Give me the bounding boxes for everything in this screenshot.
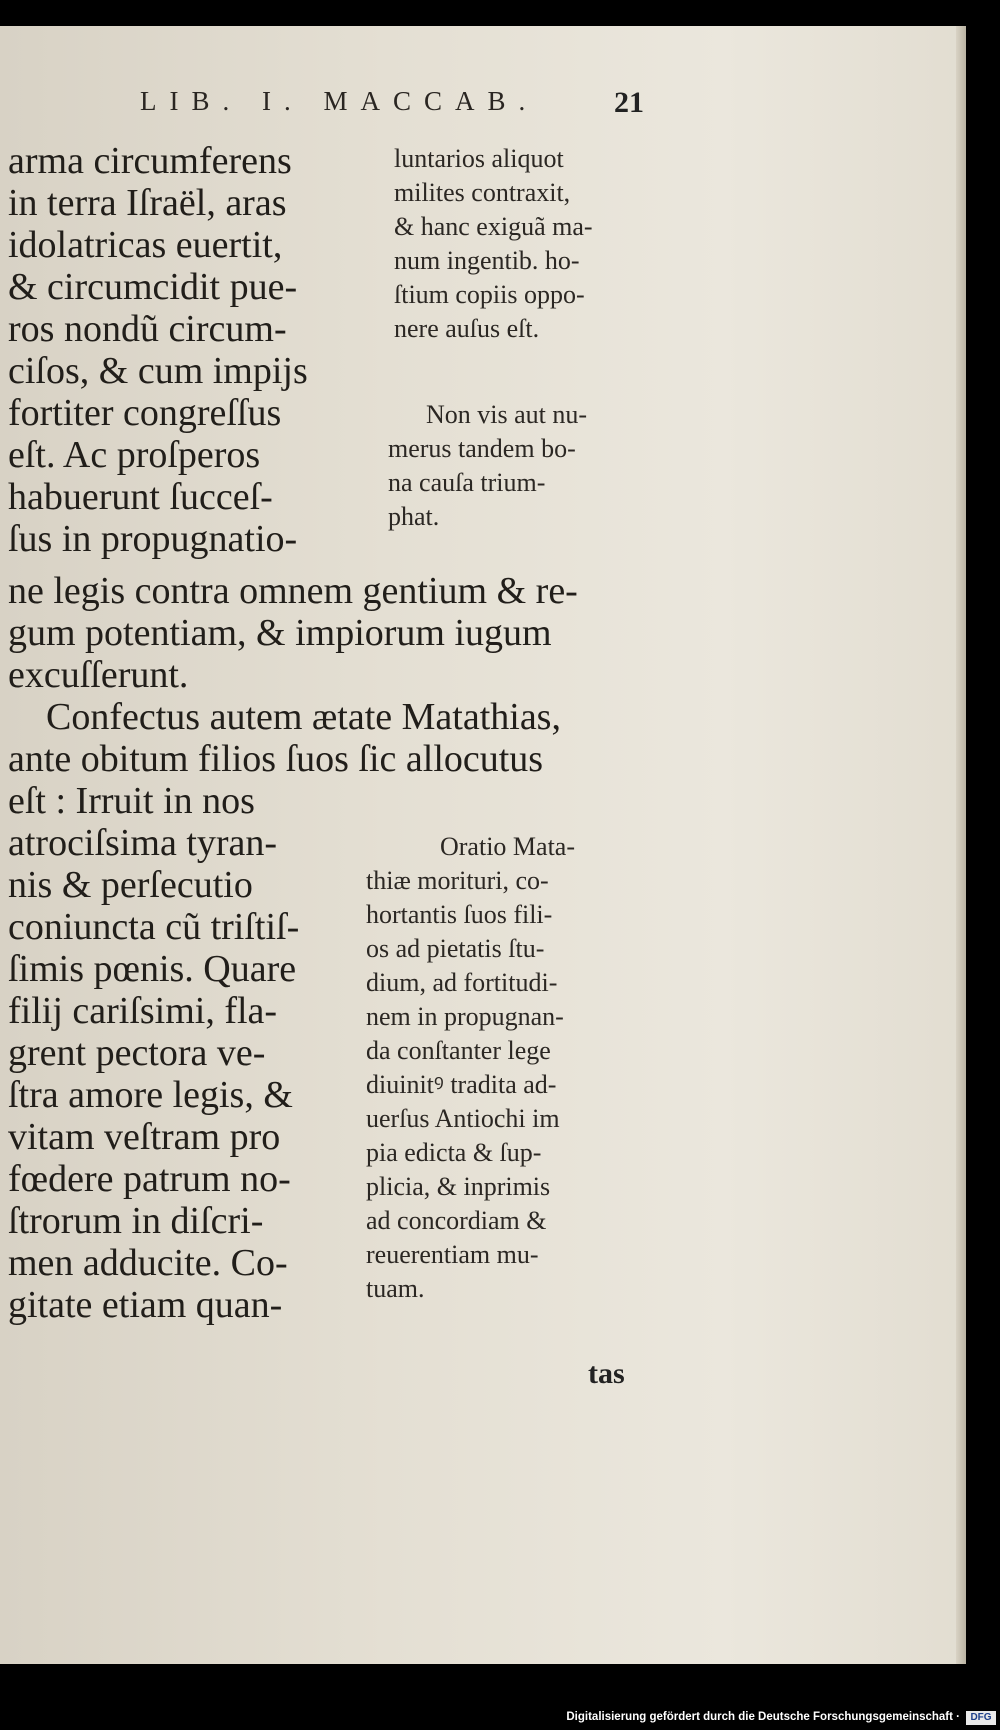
text-line: eſt : Irruit in nos xyxy=(8,780,255,822)
page-edge xyxy=(956,26,966,1664)
text-line: Confectus autem ætate Matathias, xyxy=(46,696,561,738)
marginal-line: luntarios aliquot xyxy=(394,144,564,173)
marginal-line: os ad pietatis ſtu- xyxy=(366,934,545,963)
text-line: excuſſerunt. xyxy=(8,654,189,696)
text-line: ſimis pœnis. Quare xyxy=(8,948,297,990)
running-title: LIB. I. MACCAB. xyxy=(140,86,539,116)
marginal-line: na cauſa trium- xyxy=(388,468,546,497)
text-line: nis & perſecutio xyxy=(8,864,253,906)
dfg-logo: DFG xyxy=(966,1711,996,1725)
text-line: habuerunt ſucceſ- xyxy=(8,476,273,518)
text-line: ſus in propugnatio- xyxy=(8,518,298,560)
marginal-line: merus tandem bo- xyxy=(388,434,576,463)
text-line: vitam veſtram pro xyxy=(8,1116,281,1158)
text-line: coniuncta cũ triſtiſ- xyxy=(8,906,300,948)
marginal-line: nere auſus eſt. xyxy=(394,314,540,343)
catchword: tas xyxy=(588,1357,625,1390)
text-line: ſtrorum in diſcri- xyxy=(8,1200,264,1242)
text-line: ne legis contra omnem gentium & re- xyxy=(8,570,578,612)
text-line: & circumcidit pue- xyxy=(8,266,298,308)
marginal-line: dium, ad fortitudi- xyxy=(366,968,558,997)
text-line: fortiter congreſſus xyxy=(8,392,282,434)
text-line: ſtra amore legis, & xyxy=(8,1074,293,1116)
text-line: atrociſsima tyran- xyxy=(8,822,278,864)
marginal-line: thiæ morituri, co- xyxy=(366,866,549,895)
marginal-line: num ingentib. ho- xyxy=(394,246,580,275)
marginal-line: uerſus Antiochi im xyxy=(366,1104,560,1133)
text-line: grent pectora ve- xyxy=(8,1032,266,1074)
text-line: filij cariſsimi, fla- xyxy=(8,990,278,1032)
marginal-line: tuam. xyxy=(366,1274,425,1303)
marginal-line: phat. xyxy=(388,502,440,531)
text-line: gitate etiam quan- xyxy=(8,1284,283,1326)
marginal-line: Oratio Mata- xyxy=(440,832,576,861)
text-line: eſt. Ac proſperos xyxy=(8,434,261,476)
marginal-line: hortantis ſuos fili- xyxy=(366,900,553,929)
funding-credit: Digitalisierung gefördert durch die Deutsche Forschungsgemeinschaft · xyxy=(566,1711,960,1723)
marginal-line: da conſtanter lege xyxy=(366,1036,551,1065)
text-line: ante obitum filios ſuos ſic allocutus xyxy=(8,738,544,780)
marginal-line: pia edicta & ſup- xyxy=(366,1138,542,1167)
text-line: ciſos, & cum impijs xyxy=(8,350,308,392)
marginal-line: ad concordiam & xyxy=(366,1206,547,1235)
marginal-line: ſtium copiis oppo- xyxy=(394,280,585,309)
marginal-line: diuinitꝰ tradita ad- xyxy=(366,1070,557,1099)
text-line: fœdere patrum no- xyxy=(8,1158,291,1200)
text-line: in terra Iſraël, aras xyxy=(8,182,287,224)
text-line: men adducite. Co- xyxy=(8,1242,288,1284)
marginal-line: & hanc exiguã ma- xyxy=(394,212,593,241)
text-line: ros nondũ circum- xyxy=(8,308,287,350)
marginal-line: Non vis aut nu- xyxy=(426,400,588,429)
text-line: gum potentiam, & impiorum iugum xyxy=(8,612,552,654)
marginal-line: milites contraxit, xyxy=(394,178,571,207)
marginal-line: reuerentiam mu- xyxy=(366,1240,539,1269)
marginal-line: nem in propugnan- xyxy=(366,1002,564,1031)
footer-bar xyxy=(0,1708,1000,1730)
text-line: arma circumferens xyxy=(8,140,292,182)
marginal-line: plicia, & inprimis xyxy=(366,1172,551,1201)
page-number: 21 xyxy=(614,86,644,119)
text-line: idolatricas euertit, xyxy=(8,224,283,266)
